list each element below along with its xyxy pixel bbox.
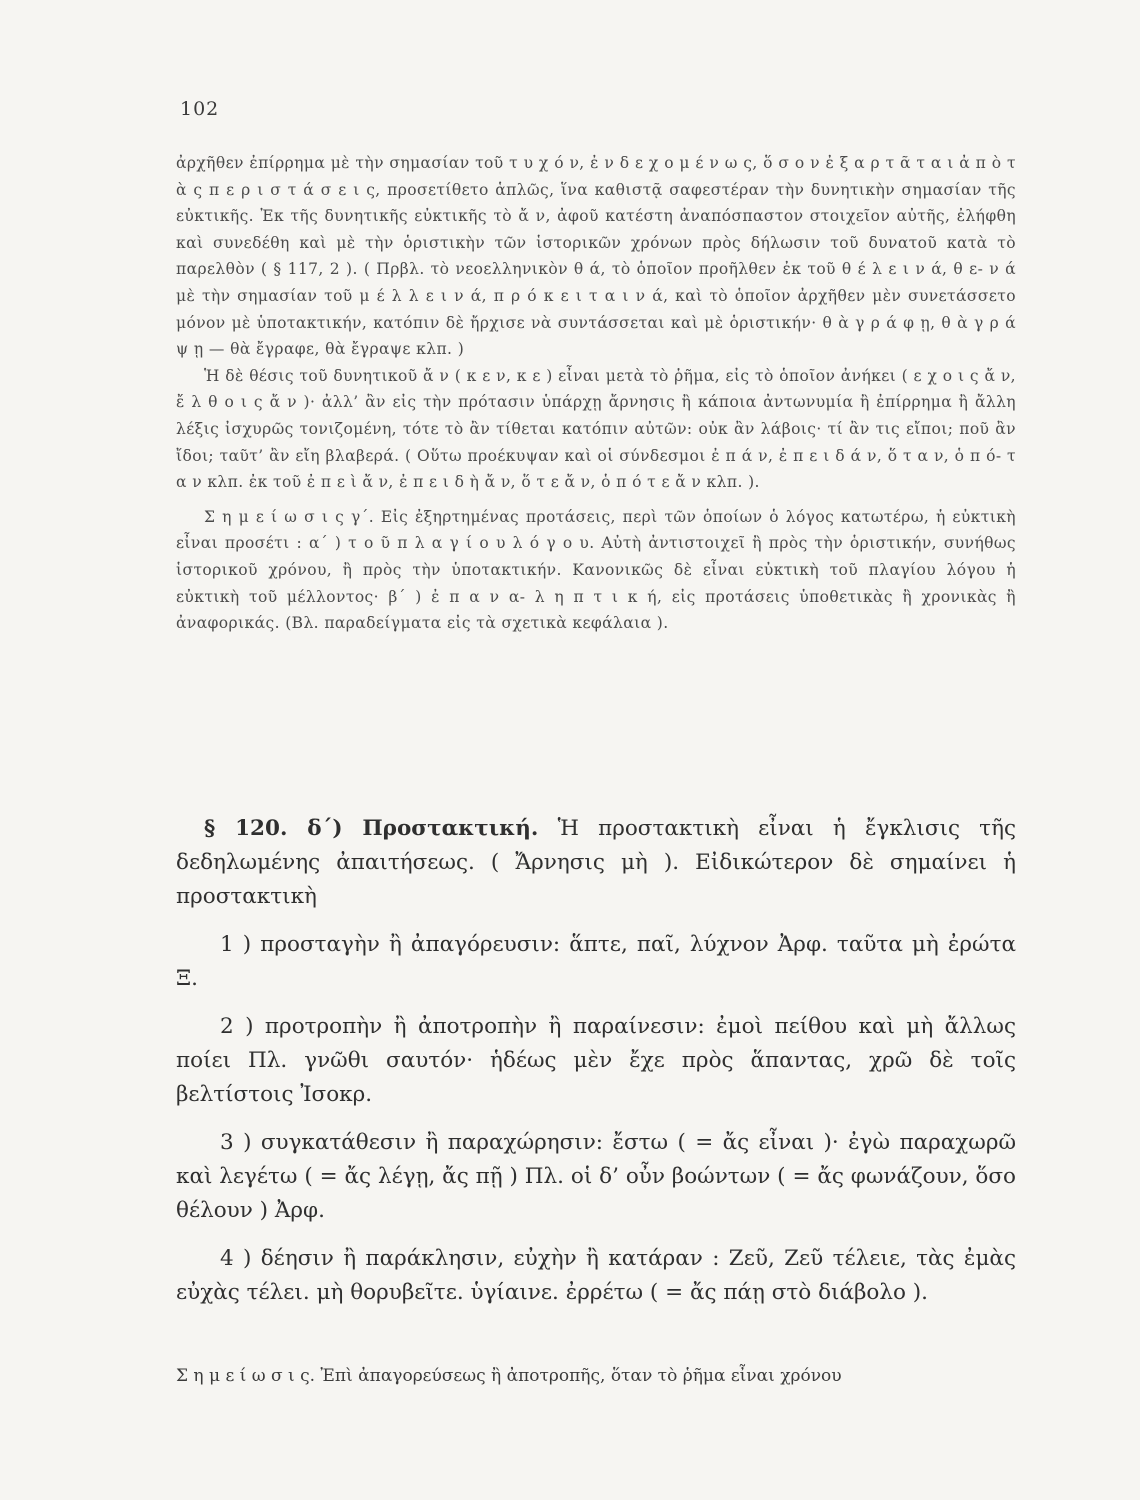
list-item-2: 2 ) προτροπὴν ἢ ἀποτροπὴν ἢ παραίνεσιν: ἐμοὶ πείθου καὶ μὴ ἄλλως ποίει Πλ. γνῶθι σαυτόν· ἡδέως μὲν ἔχε πρὸς ἅπαντας, χρῶ δὲ τοῖς βελτίστοις Ἰσοκρ. [176, 1014, 1016, 1107]
section-intro: Ἡ προστακτικὴ εἶναι ἡ ἔγκλισις τῆς δεδηλωμένης ἀπαιτήσεως. ( Ἄρνησις μὴ ). Εἰδικώτερον δὲ σημαίνει ἡ προστακτικὴ [176, 816, 1016, 909]
section-heading-paragraph [176, 812, 1016, 914]
final-note: Σ η μ ε ί ω σ ι ς. Ἐπὶ ἀπαγορεύσεως ἢ ἀποτροπῆς, ὅταν τὸ ῥῆμα εἶναι χρόνου [176, 1366, 842, 1386]
section-title: § 120. δ΄) Προστακτική. [204, 816, 539, 841]
paragraph-an-position: Ἡ δὲ θέσις τοῦ δυνητικοῦ ἄ ν ( κ ε ν, κ ε ) εἶναι μετὰ τὸ ῥῆμα, εἰς τὸ ὁποῖον ἀνήκει ( ε χ ο ι ς ἄ ν, ἔ λ θ ο ι ς ἄ ν )· ἀλλ’ ἂν εἰς τὴν πρότασιν ὑπάρχῃ ἄρνησις ἢ κάποια ἀντωνυμία ἢ ἐπίρρημα ἢ ἄλλη λέξις ἰσχυρῶς τονιζομένη, τότε τὸ ἂν τίθεται κατόπιν αὐτῶν: οὐκ ἂν λάβοις· τί ἂν τις εἴποι; ποῦ ἂν ἴδοι; ταῦτ’ ἂν εἴη βλαβερά. ( Οὕτω προέκυψαν καὶ οἱ σύνδεσμοι ἐ π ά ν, ἐ π ε ι δ ά ν, ὅ τ α ν, ὁ π ό- τ α ν κλπ. ἐκ τοῦ ἐ π ε ὶ ἄ ν, ἐ π ε ι δ ὴ ἄ ν, ὅ τ ε ἄ ν, ὁ π ό τ ε ἄ ν κλπ. ). [176, 366, 1016, 492]
paragraph-note-gamma: Σ η μ ε ί ω σ ι ς γ΄. Εἰς ἐξηρτημένας προτάσεις, περὶ τῶν ὁποίων ὁ λόγος κατωτέρω, ἡ εὐκτικὴ εἶναι προσέτι : α΄ ) τ ο ῦ π λ α γ ί ο υ λ ό γ ο υ. Αὐτὴ ἀντιστοιχεῖ ἢ πρὸς τὴν ὁριστικήν, συνήθως ἱστορικοῦ χρόνου, ἢ πρὸς τὴν ὑποτακτικήν. Κανονικῶς δὲ εἶναι εὐκτικὴ τοῦ πλαγίου λόγου ἡ εὐκτικὴ τοῦ μέλλοντος· β΄ ) ἐ π α ν α- λ η π τ ι κ ή, εἰς προτάσεις ὑποθετικὰς ἢ χρονικὰς ἢ ἀναφορικάς. (Βλ. παραδείγματα εἰς τὰ σχετικὰ κεφάλαια ). [176, 507, 1016, 633]
body-text [176, 150, 1016, 637]
list-item-4: 4 ) δέησιν ἢ παράκλησιν, εὐχὴν ἢ κατάραν : Ζεῦ, Ζεῦ τέλειε, τὰς ἐμὰς εὐχὰς τέλει. μὴ θορυβεῖτε. ὑγίαινε. ἐρρέτω ( = ἄς πάῃ στὸ διάβολο ). [176, 1246, 1016, 1305]
page-number: 102 [180, 98, 220, 120]
list-item-3: 3 ) συγκατάθεσιν ἢ παραχώρησιν: ἔστω ( = ἄς εἶναι )· ἐγὼ παραχωρῶ καὶ λεγέτω ( = ἄς λέγῃ, ἄς πῇ ) Πλ. οἱ δ’ οὖν βοώντων ( = ἄς φωνάζουν, ὅσο θέλουν ) Ἀρφ. [176, 1130, 1016, 1223]
list-item-1: 1 ) προσταγὴν ἢ ἀπαγόρευσιν: ἅπτε, παῖ, λύχνον Ἀρφ. ταῦτα μὴ ἐρώτα Ξ. [176, 932, 1016, 991]
section-120 [176, 812, 1016, 1310]
paragraph-dynamic-an: ἀρχῆθεν ἐπίρρημα μὲ τὴν σημασίαν τοῦ τ υ χ ό ν, ἐ ν δ ε χ ο μ έ ν ω ς, ὅ σ ο ν ἐ ξ α ρ τ ᾶ τ α ι ἀ π ὸ τ ὰ ς π ε ρ ι σ τ ά σ ε ι ς, προσετίθετο ἁπλῶς, ἵνα καθιστᾷ σαφεστέραν τὴν δυνητικὴν σημασίαν τῆς εὐκτικῆς. Ἐκ τῆς δυνητικῆς εὐκτικῆς τὸ ἄ ν, ἀφοῦ κατέστη ἀναπόσπαστον στοιχεῖον αὐτῆς, ἐλήφθη καὶ συνεδέθη καὶ μὲ τὴν ὁριστικὴν τῶν ἱστορικῶν χρόνων πρὸς δήλωσιν τοῦ δυνατοῦ κατὰ τὸ παρελθὸν ( § 117, 2 ). ( Πρβλ. τὸ νεοελληνικὸν θ ά, τὸ ὁποῖον προῆλθεν ἐκ τοῦ θ έ λ ε ι ν ά, θ ε- ν ά μὲ τὴν σημασίαν τοῦ μ έ λ λ ε ι ν ά, π ρ ό κ ε ι τ α ι ν ά, καὶ τὸ ὁποῖον ἀρχῆθεν μὲν συνετάσσετο μόνον μὲ ὑποτακτικήν, κατόπιν δὲ ἤρχισε νὰ συντάσσεται καὶ μὲ ὁριστικήν· θ ὰ γ ρ ά φ ῃ, θ ὰ γ ρ ά ψ ῃ — θὰ ἔγραφε, θὰ ἔγραψε κλπ. ) [176, 154, 1016, 359]
